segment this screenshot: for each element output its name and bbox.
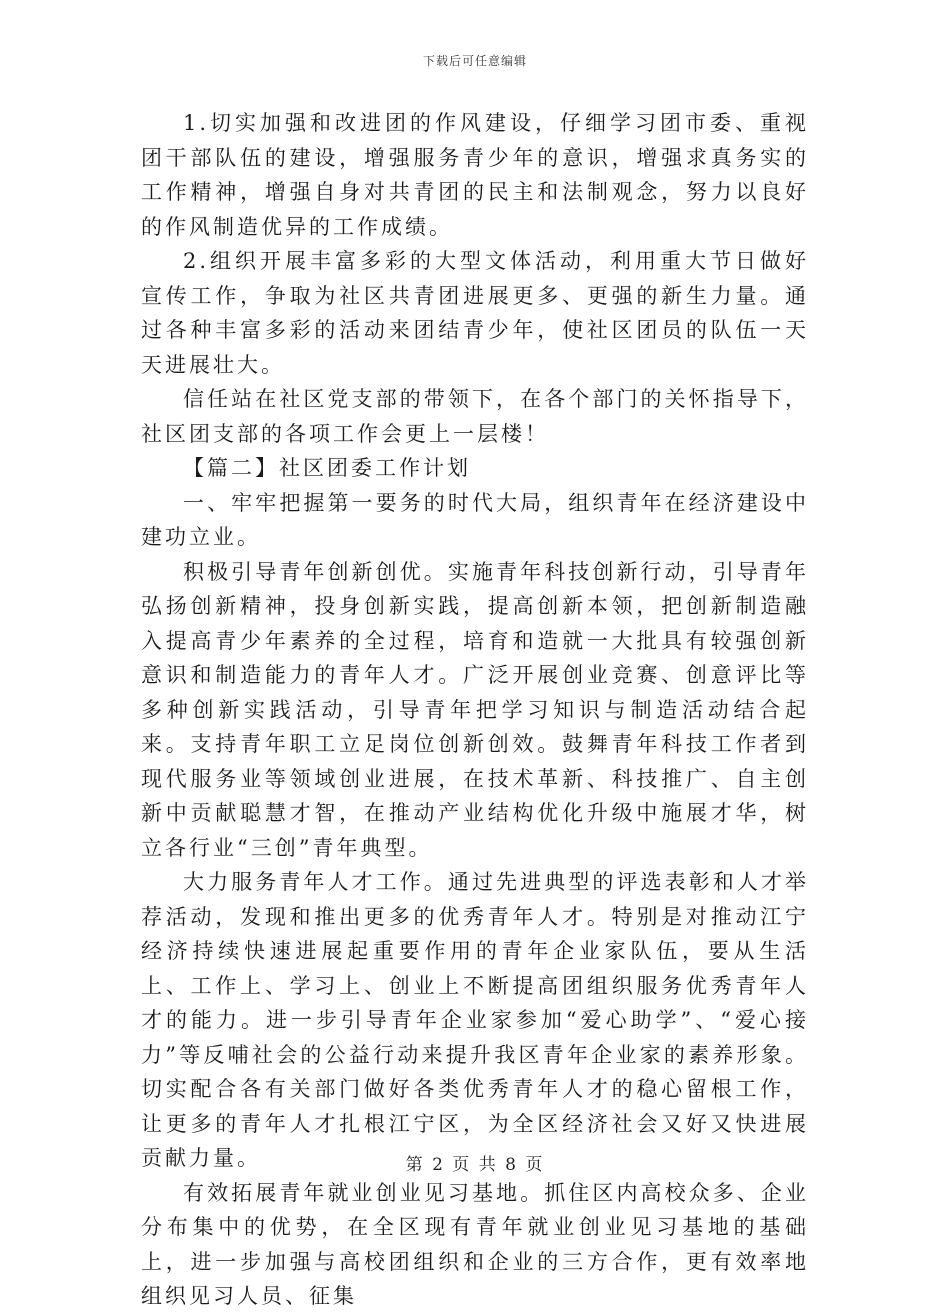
paragraph-talent: 大力服务青年人才工作。通过先进典型的评选表彰和人才举荐活动，发现和推出更多的优秀青年人才。特别是对推动江宁经济持续快速进展起重要作用的青年企业家队伍，要从生活上、工作上、学习上、创业上不断提高团组织服务优秀青年人才的能力。进一步引导青年企业家参加“爱心助学”、“爱心接力”等反哺社会的公益行动来提升我区青年企业家的素养形象。切实配合各有关部门做好各类优秀青年人才的稳心留根工作，让更多的青年人才扎根江宁区，为全区经济社会又好又快进展贡献力量。 (141, 870, 809, 1170)
page-header-note: 下载后可任意编辑 (422, 54, 527, 68)
paragraph-innovation: 积极引导青年创新创优。实施青年科技创新行动，引导青年弘扬创新精神，投身创新实践，提高创新本领，把创新制造融入提高青少年素养的全过程，培育和造就一大批具有较强创新意识和制造能力的青年人才。广泛开展创业竞赛、创意评比等多种创新实践活动，引导青年把学习知识与制造活动结合起来。支持青年职工立足岗位创新创效。鼓舞青年科技工作者到现代服务业等领域创业进展，在技术革新、科技推广、自主创新中贡献聪慧才智，在推动产业结构优化升级中施展才华，树立各行业“三创”青年典型。 (141, 559, 809, 860)
paragraph-closing: 信任站在社区党支部的带领下，在各个部门的关怀指导下，社区团支部的各项工作会更上一层楼！ (141, 387, 809, 446)
section-heading: 【篇二】社区团委工作计划 (183, 456, 471, 480)
paragraph-item-2: 2.组织开展丰富多彩的大型文体活动，利用重大节日做好宣传工作，争取为社区共青团进展更多、更强的新生力量。通过各种丰富多彩的活动来团结青少年，使社区团员的队伍一天天进展壮大。 (141, 249, 809, 377)
paragraph-employment: 有效拓展青年就业创业见习基地。抓住区内高校众多、企业分布集中的优势，在全区现有青年就业创业见习基地的基础上，进一步加强与高校团组织和企业的三方合作，更有效率地组织见习人员、征集 (141, 1180, 809, 1308)
paragraph-item-1: 1.切实加强和改进团的作风建设，仔细学习团市委、重视团干部队伍的建设，增强服务青少年的意识，增强求真务实的工作精神，增强自身对共青团的民主和法制观念，努力以良好的作风制造优异的工作成绩。 (141, 111, 809, 239)
document-body (141, 106, 809, 1314)
paragraph-point-1: 一、牢牢把握第一要务的时代大局，组织青年在经济建设中建功立业。 (141, 490, 809, 549)
page-number: 第 2 页 共 8 页 (405, 1155, 545, 1175)
